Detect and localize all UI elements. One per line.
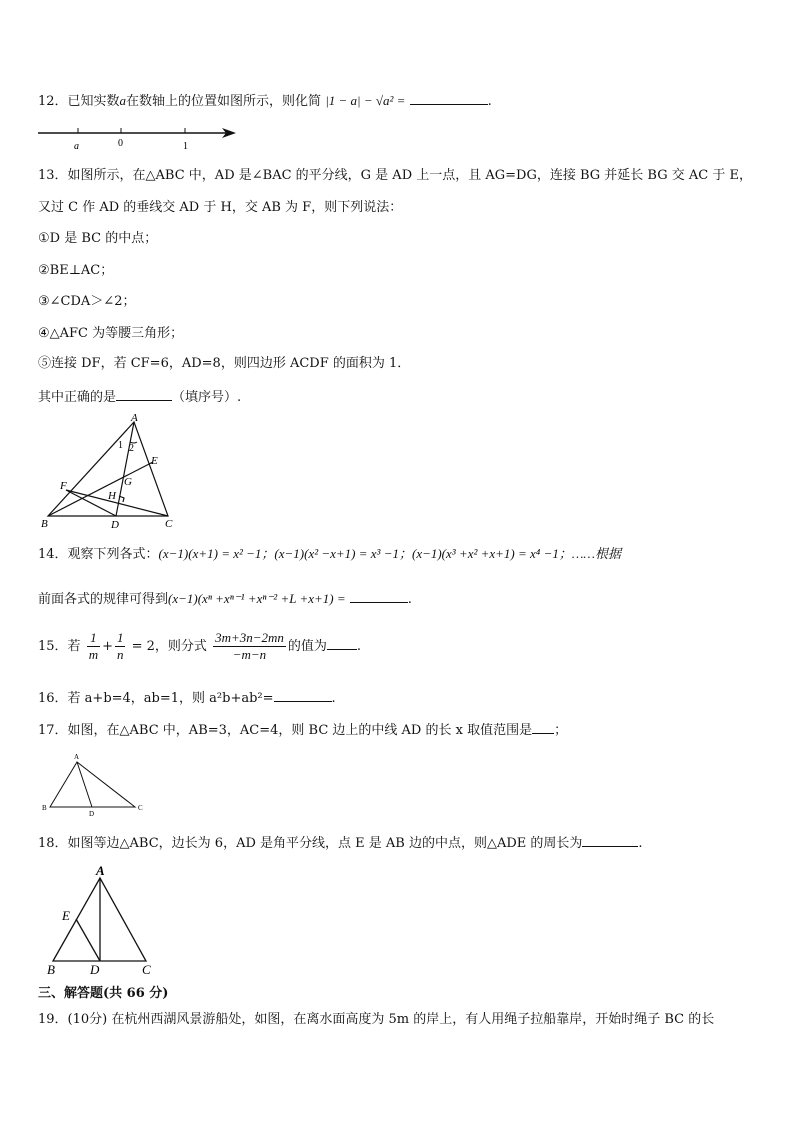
q16-answer-blank <box>274 687 332 702</box>
q17-label-B: B <box>42 804 47 812</box>
axis-label-0: 0 <box>118 138 123 149</box>
q13-label-1: 1 <box>118 440 123 451</box>
axis-label-1: 1 <box>183 141 188 152</box>
q12-number-line <box>38 122 243 152</box>
q14-end: . <box>407 592 412 607</box>
q15-f1-den: m <box>88 647 99 662</box>
q17-label-A: A <box>74 753 80 761</box>
q14-line2 <box>38 588 412 609</box>
q13-item-4: ④△AFC 为等腰三角形； <box>38 326 184 341</box>
question-16 <box>38 687 336 708</box>
q14-eq4: (x−1)(xⁿ +xⁿ⁻¹ +xⁿ⁻² +L +x+1) = <box>168 591 346 606</box>
q15-f1-num: 1 <box>87 630 100 647</box>
q13-label-2: 2 <box>129 443 134 454</box>
q13-item-1: ①D 是 BC 的中点； <box>38 231 158 246</box>
q18-label-A: A <box>96 863 105 878</box>
q15-f3-den: −m−n <box>232 647 267 662</box>
q17-text: 17．如图，在△ABC 中，AB=3，AC=4，则 BC 边上的中线 AD 的长 x 取值范围是 <box>38 723 533 738</box>
q17-figure <box>40 750 155 820</box>
section-3-title: 三、解答题(共 66 分) <box>38 986 169 1001</box>
q14-eq2: (x−1)(x² −x+1) = x³ −1； <box>274 546 412 561</box>
q14-prefix: 14．观察下列各式： <box>38 547 159 562</box>
q18-end: . <box>638 836 643 851</box>
q15-end: . <box>356 639 362 654</box>
q18-label-D: D <box>90 962 100 977</box>
q13-label-E: E <box>151 455 158 467</box>
q14-eq1: (x−1)(x+1) = x² −1； <box>158 546 275 561</box>
q15-answer-blank <box>327 635 357 650</box>
q15-f2-num: 1 <box>116 630 124 645</box>
question-15 <box>38 630 361 664</box>
q13-label-B: B <box>41 518 48 530</box>
q13-line1: 13．如图所示，在△ABC 中，AD 是∠BAC 的平分线，G 是 AD 上一点，且 AG=DG，连接 BG 并延长 BG 交 AC 于 E， <box>38 168 752 183</box>
q13-answer-line <box>38 386 241 407</box>
question-17 <box>38 719 567 740</box>
q14-line2-prefix: 前面各式的规律可得到 <box>38 592 169 607</box>
q12-answer-blank <box>410 90 488 105</box>
q15-prefix: 15．若 <box>38 639 81 654</box>
q13-answer-suffix: （填序号）. <box>172 390 242 405</box>
q15-f2-den: n <box>116 647 124 662</box>
q15-plus: + <box>102 639 113 654</box>
q14-answer-blank <box>350 588 408 603</box>
q18-figure <box>40 862 170 977</box>
q13-label-F: F <box>60 480 67 492</box>
q17-label-D: D <box>89 810 95 818</box>
q13-label-D: D <box>111 519 119 531</box>
q13-label-A: A <box>131 412 138 424</box>
q12-end: . <box>487 94 492 109</box>
q16-text: 16．若 a+b=4，ab=1，则 a²b+ab²= <box>38 691 274 706</box>
q18-label-E: E <box>62 908 70 923</box>
q18-answer-blank <box>582 832 638 847</box>
q13-answer-prompt: 其中正确的是 <box>38 390 117 405</box>
question-18 <box>38 832 643 853</box>
q13-item-3: ③∠CDA＞∠2； <box>38 294 136 309</box>
q13-figure <box>36 412 186 532</box>
q12-expression: |1 − a| − √a² = <box>325 93 406 108</box>
q13-answer-blank <box>116 386 172 401</box>
q13-item-2: ②BE⊥AC； <box>38 263 114 278</box>
q18-label-C: C <box>142 962 151 977</box>
q15-fraction-1 <box>87 630 100 663</box>
q12-var: a <box>119 93 127 108</box>
q15-eq: = 2，则分式 <box>131 639 207 654</box>
q17-answer-blank <box>532 719 554 734</box>
q14-eq3: (x−1)(x³ +x² +x+1) = x⁴ −1；……根据 <box>411 546 621 561</box>
q15-fraction-3 <box>213 630 286 663</box>
q18-label-B: B <box>47 962 55 977</box>
q13-line2: 又过 C 作 AD 的垂线交 AD 于 H，交 AB 为 F，则下列说法： <box>38 200 403 215</box>
q13-item-5: ⑤连接 DF，若 CF=6，AD=8，则四边形 ACDF 的面积为 1． <box>38 356 411 371</box>
q12-prefix: 12．已知实数 <box>38 94 120 109</box>
q18-text: 18．如图等边△ABC，边长为 6，AD 是角平分线，点 E 是 AB 边的中点，则△ADE 的周长为 <box>38 836 583 851</box>
q13-label-G: G <box>124 476 132 488</box>
q13-label-C: C <box>165 518 173 530</box>
q17-label-C: C <box>138 804 143 812</box>
q15-fraction-2 <box>115 630 126 663</box>
q13-label-H: H <box>108 490 116 502</box>
q16-end: . <box>331 691 336 706</box>
q12-text: 在数轴上的位置如图所示，则化简 <box>126 94 322 109</box>
axis-label-a: a <box>74 141 79 152</box>
q15-suffix: 的值为 <box>287 639 327 654</box>
question-12 <box>38 90 492 111</box>
q14-line1 <box>38 545 621 564</box>
q17-end: ； <box>554 723 568 738</box>
question-19: 19．(10分) 在杭州西湖风景游船处，如图，在离水面高度为 5m 的岸上，有人用绳子拉船靠岸，开始时绳子 BC 的长 <box>38 1012 715 1027</box>
q15-f3-num: 3m+3n−2mn <box>215 630 284 645</box>
